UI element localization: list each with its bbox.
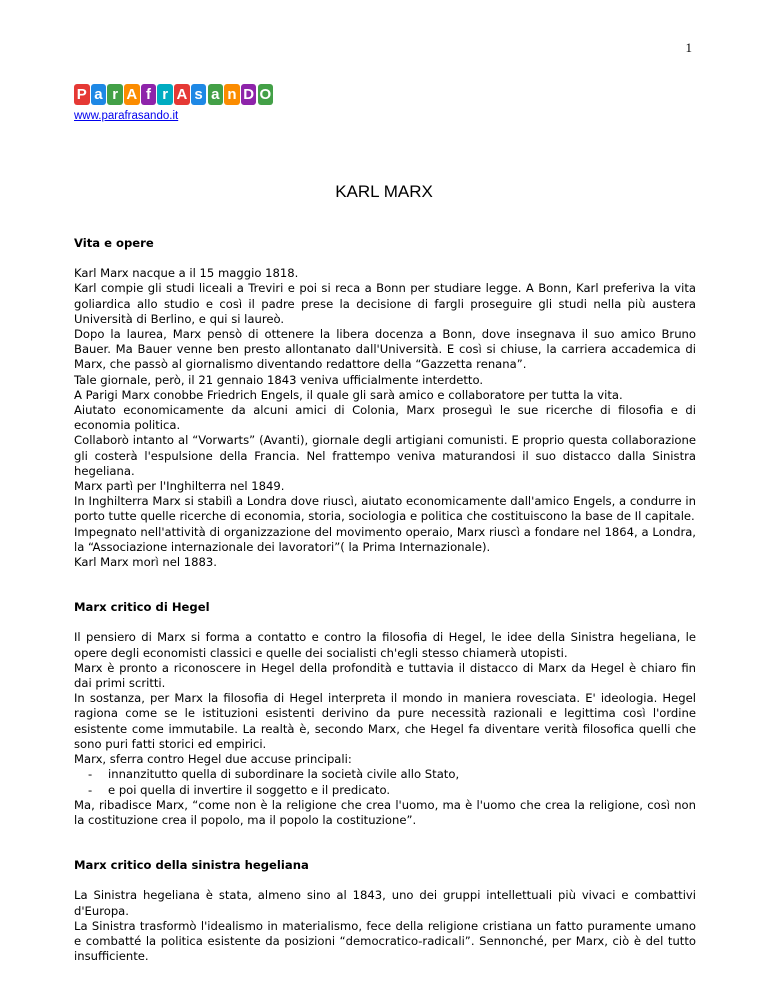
logo-letter: a <box>208 84 224 105</box>
logo-letter: r <box>157 84 173 105</box>
logo-letter: P <box>74 84 90 105</box>
paragraph: Impegnato nell'attività di organizzazione del movimento operaio, Marx riuscì a fondare nel 1864, a Londra, la “Associazione internazionale dei lavoratori”( la Prima Internazionale). <box>74 524 696 554</box>
paragraph: In sostanza, per Marx la filosofia di Hegel interpreta il mondo in maniera rovesciata. E' ideologia. Hegel ragiona come se le istituzioni esistenti derivino da pure necessità razionali e legittima così l'ordine esistente come immutabile. La realtà è, secondo Marx, che Hegel fa diventare verità filosofica quelli che sono puri fatti storici ed empirici. <box>74 691 696 751</box>
logo-letter: A <box>174 84 190 105</box>
paragraph: Aiutato economicamente da alcuni amici di Colonia, Marx proseguì le sue ricerche di filosofia e di economia politica. <box>74 403 696 433</box>
paragraph: Marx partì per l'Inghilterra nel 1849. <box>74 479 285 494</box>
logo-letter: n <box>224 84 240 105</box>
section-heading: Marx critico della sinistra hegeliana <box>74 858 309 873</box>
paragraph: La Sinistra trasformò l'idealismo in materialismo, fece della religione cristiana un fatto puramente umano e combatté la politica esistente da posizioni “democratico-radicali”. Sennonché, per Marx, ciò è del tutto insufficiente. <box>74 918 696 964</box>
section-marx-critico-sinistra-hegeliana <box>74 858 696 964</box>
section-marx-critico-di-hegel <box>74 600 696 828</box>
paragraph: Il pensiero di Marx si forma a contatto e contro la filosofia di Hegel, le idee della Sinistra hegeliana, le opere degli economisti classici e quelle dei socialisti ch'egli stesso chiamerà utopisti. <box>74 630 696 660</box>
accuse-list <box>74 767 696 797</box>
paragraph: Ma, ribadisce Marx, “come non è la religione che crea l'uomo, ma è l'uomo che crea la religione, così non la costituzione crea il popolo, ma il popolo la costituzione”. <box>74 797 696 827</box>
document-title: KARL MARX <box>335 182 433 201</box>
site-link[interactable]: www.parafrasando.it <box>74 110 179 122</box>
document-body <box>74 236 696 994</box>
list-item: - innanzitutto quella di subordinare la società civile allo Stato, <box>74 767 696 782</box>
paragraph: Collaborò intanto al “Vorwarts” (Avanti), giornale degli artigiani comunisti. E proprio questa collaborazione gli costerà l'espulsione della Francia. Nel frattempo veniva maturandosi il suo distacco dalla Sinistra hegeliana. <box>74 433 696 478</box>
section-heading: Vita e opere <box>74 236 154 250</box>
logo-letter: A <box>124 84 140 105</box>
section-heading: Marx critico di Hegel <box>74 600 210 615</box>
list-item: - e poi quella di invertire il soggetto e il predicato. <box>74 783 696 798</box>
logo-letter: O <box>259 86 272 103</box>
paragraph: A Parigi Marx conobbe Friedrich Engels, il quale gli sarà amico e collaboratore per tutta la vita. <box>74 387 623 402</box>
logo-letter: D <box>241 84 257 105</box>
paragraph: Marx è pronto a riconoscere in Hegel della profondità e tuttavia il distacco di Marx da Hegel è chiaro fin dai primi scritti. <box>74 660 696 691</box>
paragraph: Tale giornale, però, il 21 gennaio 1843 veniva ufficialmente interdetto. <box>74 372 484 387</box>
logo-letter: s <box>191 84 207 105</box>
logo-letter: r <box>107 84 123 105</box>
paragraph: Dopo la laurea, Marx pensò di ottenere la libera docenza a Bonn, dove insegnava il suo amico Bruno Bauer. Ma Bauer venne ben presto allontanato dall'Università. E così si chiuse, la carriera accademica di Marx, che passò al giornalismo diventando redattore della “Gazzetta renana”. <box>74 327 696 372</box>
paragraph: In Inghilterra Marx si stabilì a Londra dove riuscì, aiutato economicamente dall'amico Engels, a condurre in porto tutte quelle ricerche di economia, storia, sociologia e politica che costituiscono la base de Il capitale. <box>74 494 696 524</box>
logo-letter: f <box>141 84 157 105</box>
paragraph: Marx, sferra contro Hegel due accuse principali: <box>74 752 352 767</box>
parafrasando-logo <box>74 84 274 105</box>
page-number: 1 <box>685 40 692 55</box>
paragraph: Karl Marx morì nel 1883. <box>74 555 217 570</box>
paragraph: Karl compie gli studi liceali a Treviri e poi si reca a Bonn per studiare legge. A Bonn, Karl preferiva la vita goliardica allo studio e così il padre prese la decisione di fargli proseguire gli studi nella più austera Università di Berlino, e qui si laureò. <box>74 281 696 326</box>
logo-letter: a <box>91 84 107 105</box>
paragraph: Karl Marx nacque a il 15 maggio 1818. <box>74 266 299 281</box>
section-vita-e-opere <box>74 236 696 570</box>
paragraph: La Sinistra hegeliana è stata, almeno sino al 1843, uno dei gruppi intellettuali più vivaci e combattivi d'Europa. <box>74 888 696 918</box>
